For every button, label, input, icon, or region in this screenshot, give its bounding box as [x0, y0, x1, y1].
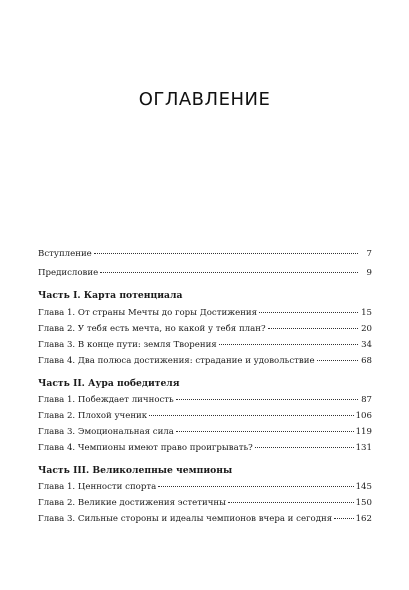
- toc-entry-label: Глава 1. Побеждает личность: [38, 395, 174, 405]
- part-heading-3[interactable]: Часть III. Великолепные чемпионы: [38, 465, 233, 476]
- toc-entry-page: 106: [355, 411, 372, 421]
- toc-entry-label: Глава 3. Эмоциональная сила: [38, 427, 174, 437]
- toc-entry-chapter[interactable]: [38, 481, 372, 493]
- toc-entry-page: 9: [366, 268, 372, 278]
- toc-entry-page: 87: [361, 395, 372, 405]
- toc-entry-label: Глава 1. От страны Мечты до горы Достижения: [38, 308, 258, 318]
- dot-leader: [255, 447, 354, 448]
- dot-leader: [158, 486, 353, 487]
- dot-leader: [228, 502, 354, 503]
- toc-entry-chapter[interactable]: [38, 339, 372, 351]
- toc-entry-label: Глава 2. Великие достижения эстетичны: [38, 498, 226, 508]
- toc-entry-page: 150: [355, 498, 372, 508]
- toc-entry-introduction[interactable]: [38, 248, 372, 260]
- dot-leader: [94, 253, 358, 254]
- toc-entry-page: 119: [355, 427, 372, 437]
- toc-entry-label: Глава 4. Чемпионы имеют право проигрывать?: [38, 443, 253, 453]
- toc-entry-chapter[interactable]: [38, 410, 372, 422]
- toc-entry-chapter[interactable]: [38, 323, 372, 335]
- dot-leader: [334, 518, 353, 519]
- part-heading-1[interactable]: Часть I. Карта потенциала: [38, 290, 183, 301]
- dot-leader: [268, 328, 358, 329]
- toc-entry-label: Вступление: [38, 249, 92, 259]
- dot-leader: [259, 312, 358, 313]
- toc-entry-page: 145: [355, 482, 372, 492]
- toc-entry-label: Глава 2. У тебя есть мечта, но какой у тебя план?: [38, 324, 266, 334]
- dot-leader: [176, 431, 354, 432]
- toc-entry-page: 15: [361, 308, 372, 318]
- toc-entry-label: Глава 3. Сильные стороны и идеалы чемпионов вчера и сегодня: [38, 514, 333, 524]
- dot-leader: [100, 272, 358, 273]
- toc-entry-chapter[interactable]: [38, 497, 372, 509]
- toc-entry-chapter[interactable]: [38, 355, 372, 367]
- toc-entry-preface[interactable]: [38, 267, 372, 279]
- dot-leader: [176, 399, 358, 400]
- toc-entry-chapter[interactable]: [38, 307, 372, 319]
- toc-entry-page: 20: [361, 324, 372, 334]
- toc-entry-page: 68: [361, 356, 372, 366]
- toc-entry-page: 34: [361, 340, 372, 350]
- toc-entry-chapter[interactable]: [38, 513, 372, 525]
- dot-leader: [219, 344, 358, 345]
- dot-leader: [149, 415, 353, 416]
- toc-entry-chapter[interactable]: [38, 426, 372, 438]
- toc-entry-page: 7: [366, 249, 372, 259]
- toc-entry-label: Глава 4. Два полюса достижения: страдание и удовольствие: [38, 356, 315, 366]
- page-title: ОГЛАВЛЕНИЕ: [138, 89, 271, 110]
- part-heading-2[interactable]: Часть II. Аура победителя: [38, 378, 180, 389]
- toc-entry-page: 131: [355, 443, 372, 453]
- toc-entry-label: Глава 2. Плохой ученик: [38, 411, 148, 421]
- toc-entry-label: Глава 3. В конце пути: земля Творения: [38, 340, 217, 350]
- toc-entry-page: 162: [355, 514, 372, 524]
- toc-entry-label: Глава 1. Ценности спорта: [38, 482, 157, 492]
- toc-entry-chapter[interactable]: [38, 442, 372, 454]
- toc-entry-label: Предисловие: [38, 268, 99, 278]
- dot-leader: [317, 360, 358, 361]
- toc-entry-chapter[interactable]: [38, 394, 372, 406]
